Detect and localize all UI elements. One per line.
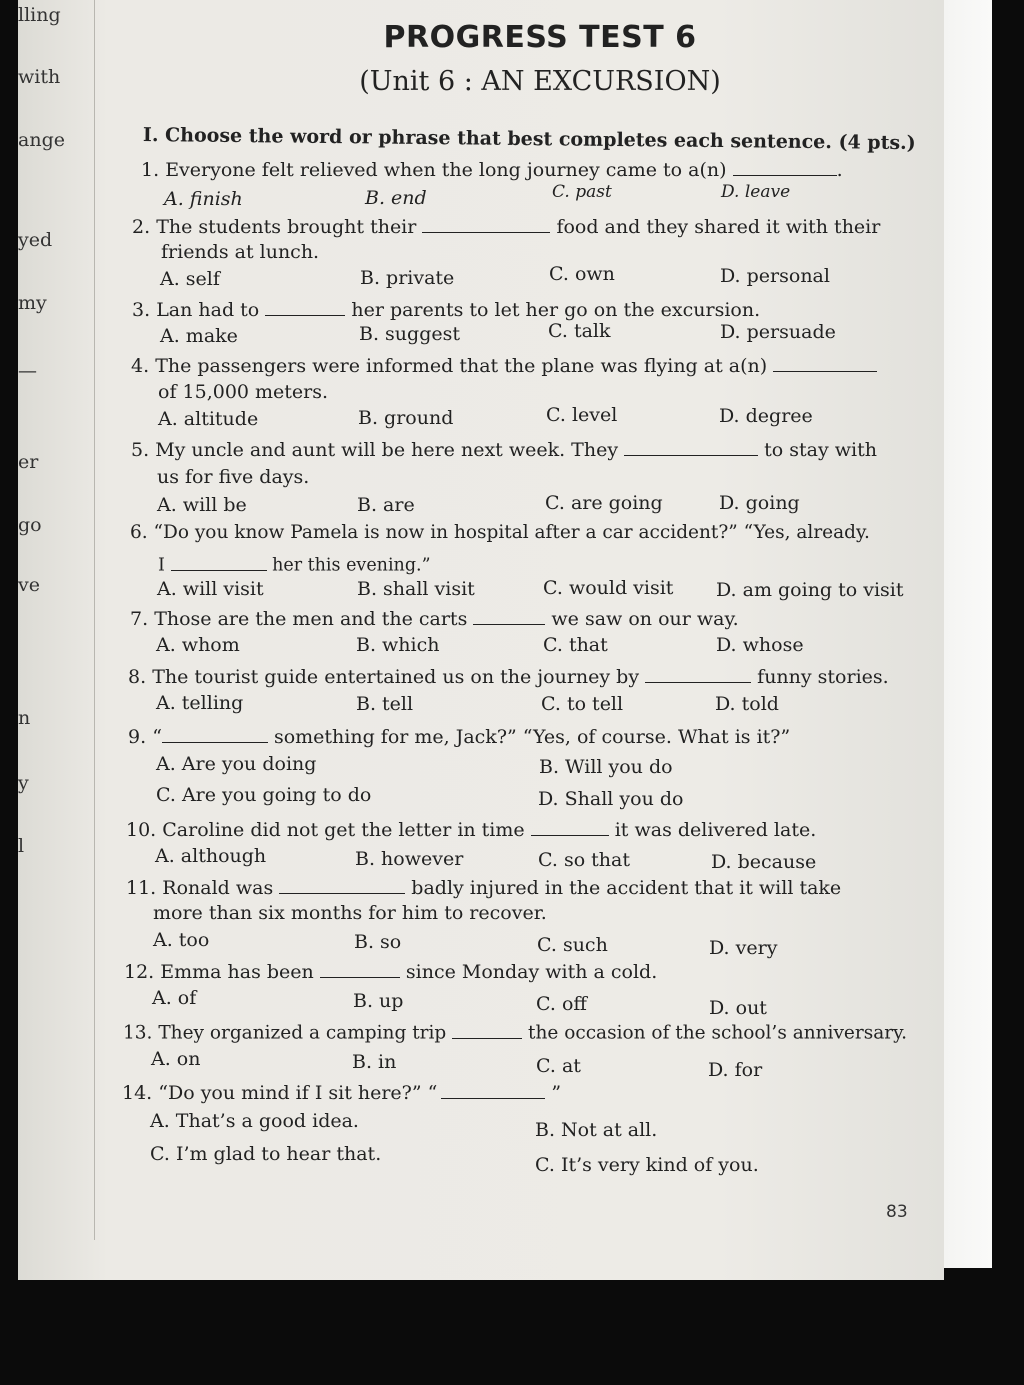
question-continuation: friends at lunch. [161,241,320,263]
option: D. out [709,997,767,1019]
question-12 [124,958,657,983]
margin-fragment: go [18,514,42,536]
page-number: 83 [886,1202,908,1222]
answer-blank [733,156,837,176]
margin-fragment: with [18,66,61,88]
margin-fragment: — [18,360,37,382]
question-text: the occasion of the school’s anniversary. [528,1022,907,1044]
question-text: Lan had to [156,299,260,321]
option: D. leave [721,182,791,202]
option: C. would visit [543,577,674,599]
question-number: 13. [123,1022,153,1044]
question-text: we saw on our way. [551,608,739,630]
answer-blank [441,1079,545,1099]
answer-blank [265,296,345,316]
option: D. very [709,937,778,959]
option: C. talk [548,320,611,342]
question-text: Those are the men and the carts [154,608,468,630]
option: C. Are you going to do [156,784,372,806]
question-8 [128,663,889,688]
question-number: 2. [132,216,151,238]
question-continuation [158,552,431,576]
option: B. tell [356,693,414,715]
option: D. going [719,492,800,514]
option: D. told [715,693,779,715]
question-text: “ [152,726,162,748]
option: B. private [360,267,455,289]
option: A. on [151,1048,201,1070]
answer-blank [320,958,400,978]
option: C. own [549,263,615,285]
answer-blank [422,213,550,233]
option: B. so [354,931,402,953]
option: A. self [160,268,220,290]
question-text: her parents to let her go on the excursion. [351,299,761,321]
answer-blank [279,874,405,894]
option: A. Are you doing [156,753,317,775]
answer-blank [171,552,267,571]
option: C. so that [538,849,631,871]
question-number: 12. [124,961,155,983]
answer-blank [645,663,751,683]
option: A. of [152,987,197,1009]
question-1 [141,156,843,181]
option: A. will be [157,494,247,516]
option: A. whom [156,634,240,656]
question-text: “Do you mind if I sit here?” “ [158,1082,438,1104]
question-text: Ronald was [162,877,274,899]
question-continuation: more than six months for him to recover. [153,902,547,924]
question-11 [126,874,841,899]
question-text: ” [551,1082,562,1104]
option: A. will visit [157,578,264,600]
answer-blank [773,352,877,372]
question-7 [130,605,739,630]
question-number: 7. [130,608,149,630]
question-text: My uncle and aunt will be here next week. They [155,439,619,461]
next-page-edge [944,0,992,1268]
option: A. altitude [158,408,259,430]
option: C. are going [545,492,663,514]
option: B. however [355,848,464,870]
margin-fragment: er [18,451,39,473]
page-title: PROGRESS TEST 6 [383,20,697,55]
option: B. Not at all. [535,1119,658,1141]
option: D. personal [720,265,830,287]
option: C. at [536,1055,581,1077]
question-continuation: of 15,000 meters. [158,381,329,403]
margin-fragment: my [18,292,47,314]
question-4 [131,352,877,377]
question-9 [128,723,790,748]
option: D. because [711,851,817,873]
option: D. Shall you do [538,788,684,810]
answer-blank [624,436,758,456]
question-continuation: us for five days. [157,466,310,488]
option: A. finish [164,188,243,210]
question-text: it was delivered late. [614,819,817,841]
question-2 [132,213,880,238]
margin-fragment: yed [18,229,53,251]
question-text: her this evening.” [272,555,431,576]
question-10 [126,816,816,841]
question-3 [132,296,760,321]
question-text: badly injured in the accident that it will take [411,877,842,899]
margin-fragment: y [18,772,29,794]
margin-fragment: n [18,707,31,729]
question-5 [131,436,877,461]
margin-fragment: ve [18,574,40,596]
answer-blank [473,605,545,625]
question-number: 6. [130,522,148,543]
question-number: 3. [132,299,151,321]
question-number: 8. [128,666,147,688]
option: C. I’m glad to hear that. [150,1143,382,1165]
answer-blank [452,1019,522,1039]
question-text: Caroline did not get the letter in time [162,819,525,841]
section-instruction: I. Choose the word or phrase that best completes each sentence. (4 pts.) [142,124,916,155]
margin-fragment: ange [18,129,65,151]
question-number: 1. [141,159,160,181]
question-6 [130,522,870,543]
option: B. suggest [359,323,460,345]
option: B. up [353,990,404,1012]
question-text: food and they shared it with their [556,216,881,238]
option: C. such [537,934,608,956]
page-gutter-line [94,0,95,1240]
option: D. whose [716,634,804,656]
question-text: to stay with [764,439,877,461]
option: B. in [352,1051,397,1073]
question-text: something for me, Jack?” “Yes, of course. What is it?” [273,726,791,748]
question-text: . [836,159,843,181]
option: B. Will you do [539,756,673,778]
question-text: since Monday with a cold. [405,961,658,983]
page-subtitle: (Unit 6 : AN EXCURSION) [359,66,721,97]
question-number: 9. [128,726,147,748]
option: C. that [543,634,608,656]
question-text: They organized a camping trip [158,1022,447,1044]
answer-blank [162,723,268,743]
option: B. which [356,634,440,656]
question-text: “Do you know Pamela is now in hospital after a car accident?” “Yes, already. [153,522,870,543]
question-13 [123,1019,907,1044]
option: A. make [160,325,238,347]
question-text: I [158,555,165,576]
option: C. off [536,993,587,1015]
option: B. end [365,187,427,209]
option: A. too [153,929,210,951]
question-text: The passengers were informed that the plane was flying at a(n) [155,355,768,377]
option: B. are [357,494,415,516]
question-text: Emma has been [160,961,314,983]
question-text: Everyone felt relieved when the long journey came to a(n) [165,159,727,181]
question-text: funny stories. [757,666,889,688]
option: C. level [546,404,618,426]
margin-fragment: l [18,835,25,857]
option: D. for [708,1059,763,1081]
option: A. That’s a good idea. [150,1110,359,1132]
question-number: 11. [126,877,157,899]
option: C. past [552,182,612,202]
option: B. ground [358,407,454,429]
margin-fragment: lling [18,4,61,26]
answer-blank [531,816,609,836]
option: A. although [155,845,267,867]
option: D. am going to visit [716,579,904,601]
question-14 [122,1079,561,1104]
option: C. It’s very kind of you. [535,1154,759,1176]
option: D. persuade [720,321,836,343]
option: A. telling [156,692,244,714]
question-number: 10. [126,819,157,841]
option: B. shall visit [357,578,475,600]
question-number: 14. [122,1082,153,1104]
option: D. degree [719,405,813,427]
option: C. to tell [541,693,624,715]
question-text: The tourist guide entertained us on the journey by [152,666,640,688]
question-text: The students brought their [156,216,417,238]
question-number: 5. [131,439,150,461]
question-number: 4. [131,355,150,377]
